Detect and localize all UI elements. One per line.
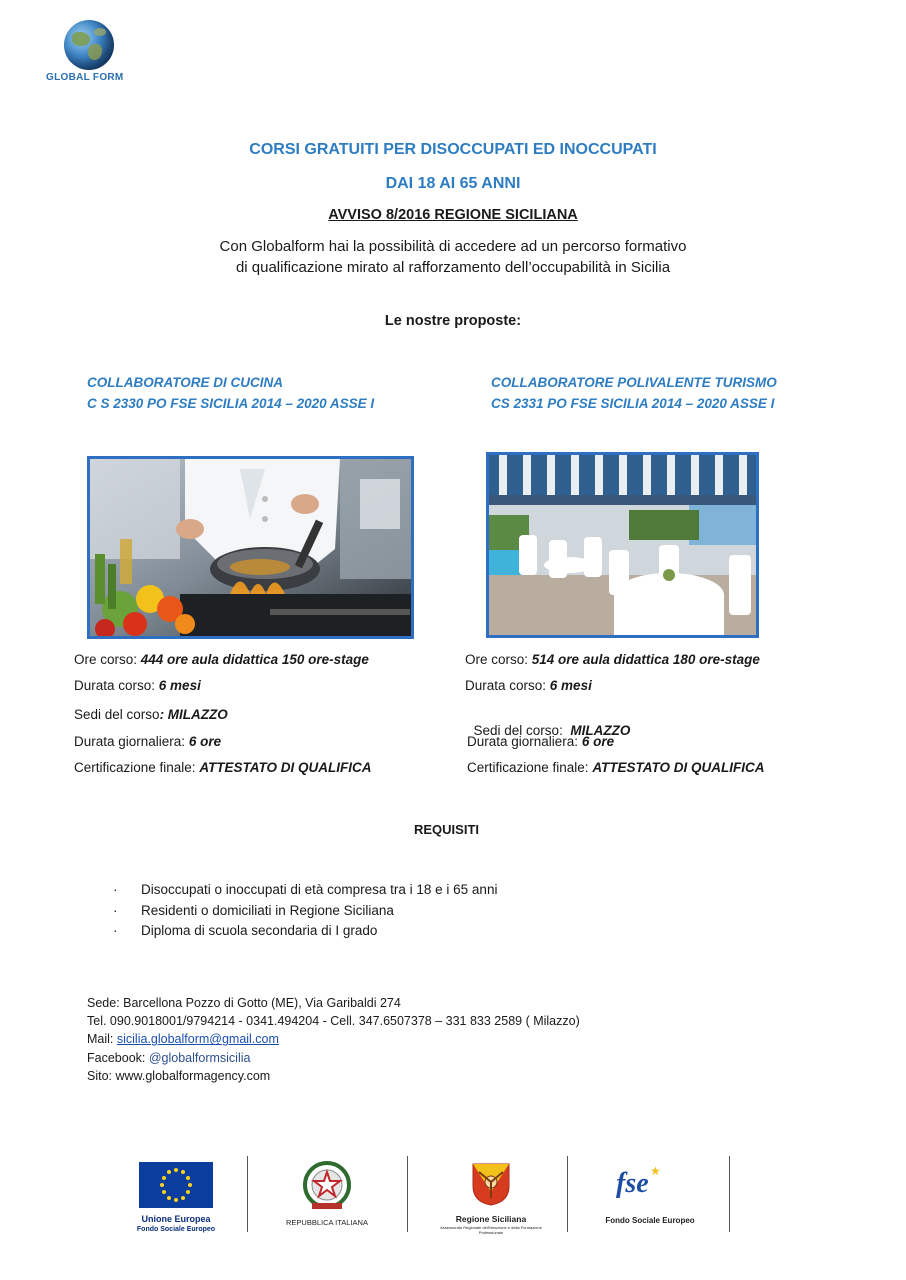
course-1-sedi <box>74 707 228 723</box>
course-2-ore-value: 514 ore aula didattica 180 ore-stage <box>531 652 760 667</box>
course-1-certificazione <box>74 760 372 776</box>
contact-sito: Sito: www.globalformagency.com <box>87 1068 271 1083</box>
course-2-durata <box>465 678 592 694</box>
mail-link[interactable]: sicilia.globalform@gmail.com <box>116 1032 279 1047</box>
facebook-link[interactable]: @globalformsicilia <box>148 1050 251 1065</box>
eu-flag-icon <box>139 1162 213 1208</box>
course-2-cert-label: Certificazione finale: <box>467 760 593 775</box>
regione-subcaption: Assessorato Regionale dell'Istruzione e della Formazione Professionale <box>440 1225 542 1235</box>
course-1-giorn-label: Durata giornaliera: <box>74 734 189 749</box>
contact-sede: Sede: Barcellona Pozzo di Gotto (ME), Via Garibaldi 274 <box>87 996 401 1010</box>
proposals-heading: Le nostre proposte: <box>384 313 522 329</box>
list-item <box>113 880 497 901</box>
course-2-giorn-label: Durata giornaliera: <box>467 734 582 749</box>
divider <box>729 1156 730 1232</box>
facebook-label: Facebook: <box>87 1050 149 1065</box>
repubblica-caption: REPUBBLICA ITALIANA <box>286 1218 368 1227</box>
course-1-giorn-value: 6 ore <box>188 734 222 749</box>
course-1-sedi-label: Sedi del corso <box>74 707 160 722</box>
course-1-giornaliera <box>74 734 221 750</box>
requisito-text: Diploma di scuola secondaria di I grado <box>141 923 378 938</box>
course-2-sedi-value: MILAZZO <box>562 723 631 738</box>
bullet-icon: · <box>113 902 118 918</box>
course-1-ore-value: 444 ore aula didattica 150 ore-stage <box>140 652 369 667</box>
divider <box>247 1156 248 1232</box>
course-1-code: C S 2330 PO FSE SICILIA 2014 – 2020 ASSE I <box>87 396 375 411</box>
course-1-durata-value: 6 mesi <box>158 678 201 693</box>
fse-logo-icon: fse <box>616 1168 649 1199</box>
globe-logo-icon <box>64 20 114 70</box>
requisiti-list <box>113 880 497 942</box>
repubblica-emblem-icon <box>302 1160 352 1212</box>
divider <box>407 1156 408 1232</box>
requisito-text: Residenti o domiciliati in Regione Siciliana <box>141 902 394 918</box>
course-2-sedi-label: Sedi del corso: <box>473 723 563 738</box>
requisito-text: Disoccupati o inoccupati di età compresa tra i 18 e i 65 anni <box>141 882 498 897</box>
fse-caption: Fondo Sociale Europeo <box>605 1216 695 1225</box>
contact-mail <box>87 1030 580 1048</box>
fse-star-icon: ★ <box>650 1164 661 1178</box>
course-2-durata-value: 6 mesi <box>549 678 592 693</box>
intro-text <box>0 236 906 278</box>
course-2-cert-value: ATTESTATO DI QUALIFICA <box>592 760 765 775</box>
course-2-heading <box>491 372 777 414</box>
course-1-sedi-value: : MILAZZO <box>159 707 228 722</box>
brand-name: GLOBAL FORM <box>46 72 124 83</box>
course-1-ore <box>74 652 369 668</box>
contact-tel: Tel. 090.9018001/9794214 - 0341.494204 - Cell. 347.6507378 – 331 833 2589 ( Milazzo) <box>87 1014 580 1029</box>
course-2-durata-label: Durata corso: <box>465 678 550 693</box>
regione-caption: Regione Siciliana <box>455 1214 527 1224</box>
divider <box>567 1156 568 1232</box>
course-1-durata <box>74 678 201 694</box>
course-2-code: CS 2331 PO FSE SICILIA 2014 – 2020 ASSE I <box>491 396 775 411</box>
course-2-giornaliera <box>467 734 614 750</box>
contact-facebook <box>87 1049 580 1067</box>
banquet-terrace-photo <box>486 452 759 638</box>
course-2-ore <box>465 652 760 668</box>
list-item <box>113 901 497 922</box>
bullet-icon: · <box>113 923 118 938</box>
course-1-cert-value: ATTESTATO DI QUALIFICA <box>199 760 372 775</box>
course-2-ore-label: Ore corso: <box>465 652 532 667</box>
course-1-cert-label: Certificazione finale: <box>74 760 200 775</box>
requisiti-title: REQUISITI <box>414 822 480 837</box>
course-2-giorn-value: 6 ore <box>581 734 615 749</box>
contacts-block <box>87 994 580 1085</box>
course-2-certificazione <box>467 760 765 776</box>
headline-line1: CORSI GRATUITI PER DISOCCUPATI ED INOCCUPATI <box>249 141 657 158</box>
eu-subcaption: Fondo Sociale Europeo <box>136 1226 216 1233</box>
course-1-title: COLLABORATORE DI CUCINA <box>87 375 283 390</box>
regione-sicilia-emblem-icon <box>471 1162 511 1206</box>
course-1-durata-label: Durata corso: <box>74 678 159 693</box>
list-item <box>113 921 497 942</box>
chef-cooking-photo <box>87 456 414 639</box>
bullet-icon: · <box>113 882 118 897</box>
eu-caption: Unione Europea <box>141 1214 211 1224</box>
course-1-ore-label: Ore corso: <box>74 652 141 667</box>
mail-label: Mail: <box>87 1032 117 1047</box>
intro-line2: di qualificazione mirato al rafforzamento dell’occupabilità in Sicilia <box>235 259 671 276</box>
course-2-title: COLLABORATORE POLIVALENTE TURISMO <box>491 375 777 390</box>
notice-title: AVVISO 8/2016 REGIONE SICILIANA <box>328 207 578 223</box>
course-1-heading <box>87 372 374 414</box>
intro-line1: Con Globalform hai la possibilità di accedere ad un percorso formativo <box>219 238 687 255</box>
headline-line2: DAI 18 AI 65 ANNI <box>385 175 521 192</box>
